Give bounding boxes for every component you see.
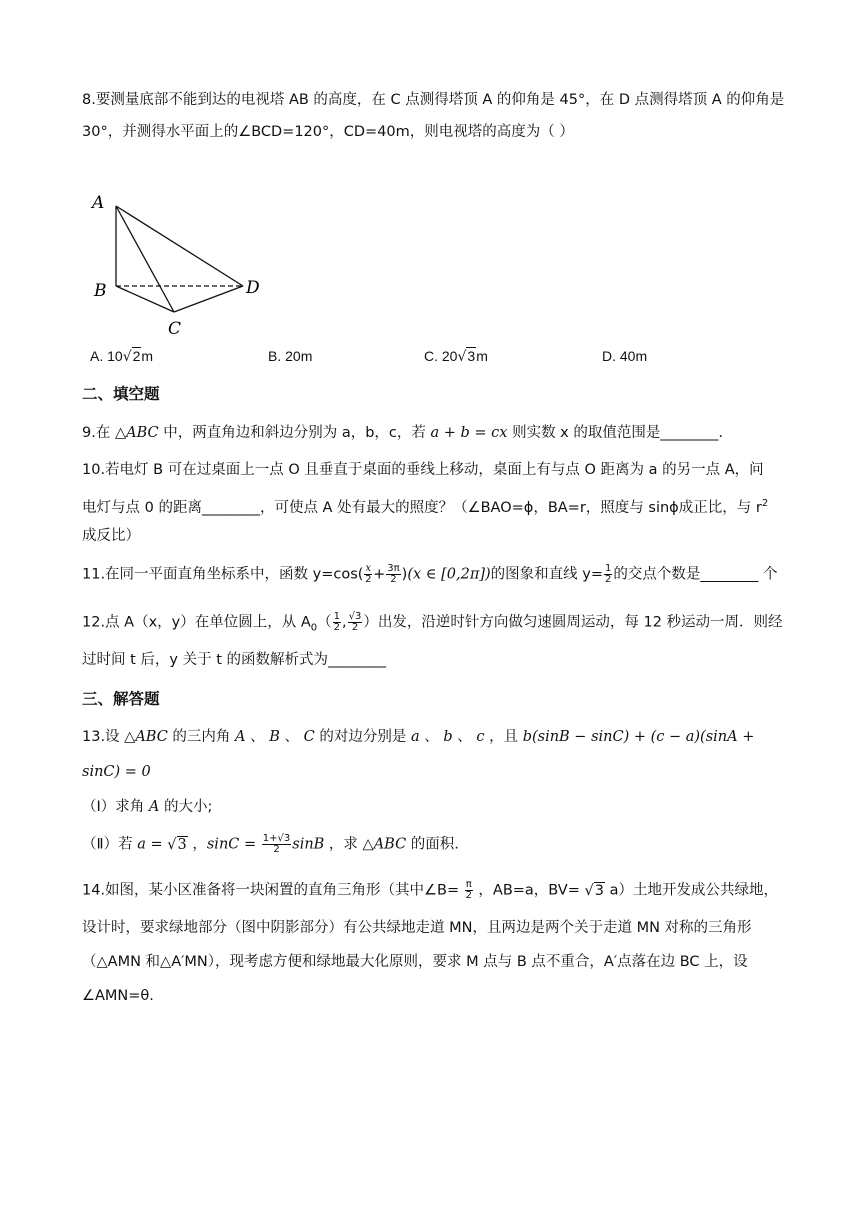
label-d: D bbox=[246, 278, 260, 298]
section-heading-answer: 三、解答题 bbox=[82, 690, 160, 708]
q12-text-line2: 过时间 t 后，y 关于 t 的函数解析式为________ bbox=[82, 652, 386, 668]
q13-part2: （Ⅱ）若 a = √3 ，sinC = $\frac{1+√3}{2}$ sinB ，求 △ABC 的面积. bbox=[82, 833, 459, 855]
q9-text: 9.在 △ABC 中，两直角边和斜边分别为 a，b，c，若 a + b = cx 则实数 x 的取值范围是________. bbox=[82, 425, 723, 441]
q13-text-line2: sinC) = 0 bbox=[82, 764, 151, 780]
q12-text-line1: 12.点 A（x，y）在单位圆上，从 $A_0$（ $\frac{1}{2}$ , $\frac{√3}{2}$ ）出发，沿逆时针方向做匀速圆周运动，每 12 秒运动一周．则经 bbox=[82, 611, 783, 634]
q14-text-line2: 设计时，要求绿地部分（图中阴影部分）有公共绿地走道 MN，且两边是两个关于走道 MN 对称的三角形 bbox=[82, 920, 752, 936]
q8-option-c: C. 20√3m bbox=[424, 348, 488, 365]
edge-ac bbox=[116, 206, 174, 312]
q13-text-line1: 13.设 △ABC 的三内角 A 、 B 、 C 的对边分别是 a 、 b 、 c ，且 b(sinB − sinC) + (c − a)(sinA + bbox=[82, 729, 755, 745]
q8-text-line2: 30°，并测得水平面上的∠BCD=120°，CD=40m，则电视塔的高度为（ ） bbox=[82, 124, 574, 140]
label-a: A bbox=[92, 193, 105, 213]
label-c: C bbox=[168, 319, 182, 339]
q11-text: 11.在同一平面直角坐标系中，函数 y=cos( $\frac{x}{2}$ + $\frac{3\pi}{2}$ )(x ∈ [0,2π])的图象和直线 y= $\frac{1}{2}$ 的交点个数是________ 个 bbox=[82, 563, 778, 585]
q8-tower-figure bbox=[86, 188, 268, 344]
edge-bc bbox=[116, 286, 174, 312]
edge-cd bbox=[174, 286, 243, 312]
q14-text-line4: ∠AMN=θ. bbox=[82, 988, 154, 1004]
q8-option-d: D. 40m bbox=[602, 348, 648, 364]
q13-part1: （Ⅰ）求角 A 的大小; bbox=[82, 799, 213, 815]
q8-text-line1: 8.要测量底部不能到达的电视塔 AB 的高度，在 C 点测得塔顶 A 的仰角是 45°，在 D 点测得塔顶 A 的仰角是 bbox=[82, 92, 785, 108]
q14-text-line1: 14.如图，某小区准备将一块闲置的直角三角形（其中∠B= $\frac{\pi}{2}$ ，AB=a，BV= √3 a）土地开发成公共绿地， bbox=[82, 879, 778, 901]
edge-ad bbox=[116, 206, 243, 286]
section-heading-fill-in: 二、填空题 bbox=[82, 385, 160, 403]
q10-text-line2: 电灯与点 0 的距离________，可使点 A 处有最大的照度？（∠BAO=ϕ，BA=r，照度与 sinϕ成正比，与 $r^2$ bbox=[82, 498, 769, 516]
q10-text-line1: 10.若电灯 B 可在过桌面上一点 O 且垂直于桌面的垂线上移动，桌面上有与点 O 距离为 a 的另一点 A，问 bbox=[82, 462, 764, 478]
q8-option-a: A. 10√2m bbox=[90, 348, 154, 365]
label-b: B bbox=[94, 281, 107, 301]
q14-text-line3: （△AMN 和△A′MN），现考虑方便和绿地最大化原则，要求 M 点与 B 点不重合，A′点落在边 BC 上，设 bbox=[82, 954, 748, 970]
q10-text-line3: 成反比） bbox=[82, 528, 140, 544]
q8-option-b: B. 20m bbox=[268, 348, 313, 364]
